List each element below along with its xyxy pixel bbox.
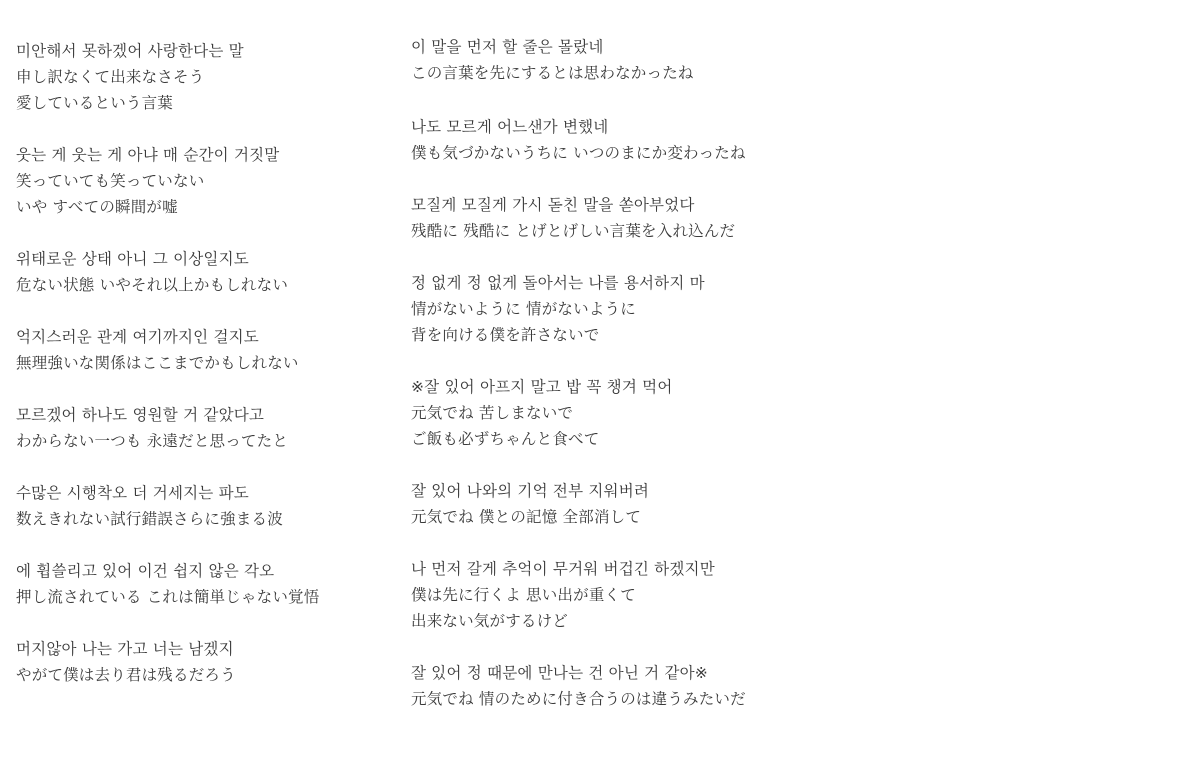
lyric-line: 미안해서 못하겠어 사랑한다는 말	[16, 42, 244, 60]
lyric-line: この言葉を先にするとは思わなかったね	[411, 64, 694, 82]
lyric-line: 잘 있어 정 때문에 만나는 건 아닌 거 같아※	[411, 664, 708, 682]
lyric-line: 愛しているという言葉	[16, 94, 174, 112]
lyric-line: 危ない状態 いやそれ以上かもしれない	[16, 276, 289, 294]
lyric-line: 僕は先に行くよ 思い出が重くて	[411, 586, 636, 604]
lyric-line: 数えきれない試行錯誤さらに強まる波	[16, 510, 283, 528]
lyric-stanza	[411, 374, 673, 452]
lyric-line: 無理強いな関係はここまでかもしれない	[16, 354, 299, 372]
lyric-stanza	[16, 636, 236, 688]
lyric-stanza	[16, 142, 280, 220]
lyric-stanza	[16, 246, 288, 298]
lyric-line: 元気でね 苦しまないで	[411, 404, 574, 422]
lyric-line: 수많은 시행착오 더 거세지는 파도	[16, 484, 249, 502]
lyric-line: 이 말을 먼저 할 줄은 몰랐네	[411, 38, 604, 56]
lyric-line: 나도 모르게 어느샌가 변했네	[411, 118, 609, 136]
lyric-stanza	[411, 114, 746, 166]
lyric-line: 出来ない気がするけど	[411, 612, 569, 630]
lyric-stanza	[16, 558, 319, 610]
lyric-stanza	[16, 480, 283, 532]
lyric-line: 笑っていても笑っていない	[16, 172, 205, 190]
lyric-line: 머지않아 나는 가고 너는 남겠지	[16, 640, 234, 658]
lyric-stanza	[16, 402, 288, 454]
lyric-line: 情がないように 情がないように	[411, 300, 636, 318]
lyric-line: 모르겠어 하나도 영원할 거 같았다고	[16, 406, 265, 424]
lyric-line: 背を向ける僕を許さないで	[411, 326, 600, 344]
lyric-line: 申し訳なくて出来なさそう	[16, 68, 205, 86]
lyric-stanza	[411, 478, 649, 530]
lyric-line: 억지스러운 관계 여기까지인 걸지도	[16, 328, 259, 346]
lyric-line: ご飯も必ずちゃんと食べて	[411, 430, 600, 448]
lyric-line: 나 먼저 갈게 추억이 무거워 버겁긴 하겠지만	[411, 560, 715, 578]
lyric-stanza	[411, 270, 705, 348]
lyric-line: 에 휩쓸리고 있어 이건 쉽지 않은 각오	[16, 562, 275, 580]
lyric-line: 元気でね 僕との記憶 全部消して	[411, 508, 642, 526]
lyric-line: 정 없게 정 없게 돌아서는 나를 용서하지 마	[411, 274, 705, 292]
lyric-stanza	[411, 660, 746, 712]
lyric-line: 웃는 게 웃는 게 아냐 매 순간이 거짓말	[16, 146, 280, 164]
lyric-stanza	[16, 324, 299, 376]
lyric-line: 残酷に 残酷に とげとげしい言葉を入れ込んだ	[411, 222, 736, 240]
lyric-line: わからない一つも 永遠だと思ってたと	[16, 432, 289, 450]
lyric-stanza	[16, 38, 244, 116]
lyric-stanza	[411, 34, 694, 86]
lyric-line: やがて僕は去り君は残るだろう	[16, 666, 236, 684]
lyric-line: いや すべての瞬間が嘘	[16, 198, 178, 216]
lyric-line: 押し流されている これは簡単じゃない覚悟	[16, 588, 320, 606]
lyric-line: 잘 있어 나와의 기억 전부 지워버려	[411, 482, 650, 500]
lyric-line: 元気でね 情のために付き合うのは違うみたいだ	[411, 690, 746, 708]
lyric-stanza	[411, 556, 715, 634]
lyric-line: 모질게 모질게 가시 돋친 말을 쏟아부었다	[411, 196, 695, 214]
lyric-line: 위태로운 상태 아니 그 이상일지도	[16, 250, 249, 268]
lyric-line: ※잘 있어 아프지 말고 밥 꼭 챙겨 먹어	[411, 378, 673, 396]
lyric-line: 僕も気づかないうちに いつのまにか変わったね	[411, 144, 746, 162]
lyric-stanza	[411, 192, 735, 244]
